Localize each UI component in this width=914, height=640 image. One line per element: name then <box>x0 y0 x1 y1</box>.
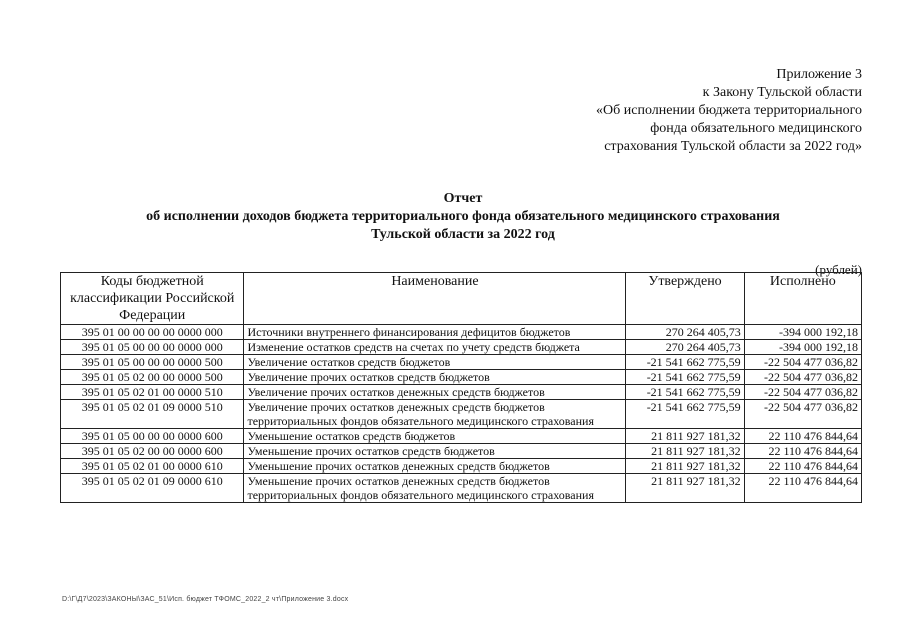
table-row <box>61 400 862 429</box>
appendix-line: Приложение 3 <box>776 67 862 82</box>
report-table <box>60 272 862 503</box>
cell-approved: 21 811 927 181,32 <box>626 474 744 503</box>
cell-code: 395 01 05 00 00 00 0000 600 <box>61 429 244 444</box>
cell-code: 395 01 00 00 00 00 0000 000 <box>61 325 244 340</box>
cell-executed: -22 504 477 036,82 <box>744 355 861 370</box>
cell-name: Увеличение остатков средств бюджетов <box>244 355 626 370</box>
cell-executed: -394 000 192,18 <box>744 325 861 340</box>
table-row <box>61 444 862 459</box>
cell-name: Уменьшение прочих остатков денежных средств бюджетов территориальных фондов обязательного медицинского страхования <box>244 474 626 503</box>
header-approved: Утверждено <box>626 273 744 325</box>
cell-executed: 22 110 476 844,64 <box>744 444 861 459</box>
appendix-header <box>596 66 862 156</box>
cell-name: Уменьшение прочих остатков денежных средств бюджетов <box>244 459 626 474</box>
table-row <box>61 459 862 474</box>
cell-approved: 21 811 927 181,32 <box>626 429 744 444</box>
cell-executed: -22 504 477 036,82 <box>744 400 861 429</box>
cell-code: 395 01 05 02 01 09 0000 610 <box>61 474 244 503</box>
cell-name: Уменьшение прочих остатков средств бюджетов <box>244 444 626 459</box>
table-header-row <box>61 273 862 325</box>
table-row <box>61 340 862 355</box>
table-row <box>61 325 862 340</box>
cell-approved: -21 541 662 775,59 <box>626 370 744 385</box>
appendix-line: фонда обязательного медицинского <box>650 121 862 136</box>
cell-executed: 22 110 476 844,64 <box>744 429 861 444</box>
table-row <box>61 370 862 385</box>
header-code: Коды бюджетной классификации Российской Федерации <box>61 273 244 325</box>
cell-name: Увеличение прочих остатков средств бюджетов <box>244 370 626 385</box>
cell-approved: 270 264 405,73 <box>626 325 744 340</box>
appendix-line: «Об исполнении бюджета территориального <box>596 103 862 118</box>
cell-approved: -21 541 662 775,59 <box>626 355 744 370</box>
cell-code: 395 01 05 02 00 00 0000 600 <box>61 444 244 459</box>
cell-executed: -22 504 477 036,82 <box>744 370 861 385</box>
cell-approved: 21 811 927 181,32 <box>626 459 744 474</box>
table-row <box>61 385 862 400</box>
appendix-line: страхования Тульской области за 2022 год» <box>604 139 862 154</box>
cell-code: 395 01 05 02 01 09 0000 510 <box>61 400 244 429</box>
table-row <box>61 429 862 444</box>
title-line-2: об исполнении доходов бюджета территориального фонда обязательного медицинского страхования <box>146 209 780 224</box>
header-executed: Исполнено <box>744 273 861 325</box>
cell-executed: 22 110 476 844,64 <box>744 474 861 503</box>
cell-code: 395 01 05 02 01 00 0000 510 <box>61 385 244 400</box>
title-line-3: Тульской области за 2022 год <box>371 227 555 242</box>
table-row <box>61 355 862 370</box>
cell-code: 395 01 05 00 00 00 0000 500 <box>61 355 244 370</box>
document-title <box>60 190 866 244</box>
cell-name: Увеличение прочих остатков денежных средств бюджетов территориальных фондов обязательного медицинского страхования <box>244 400 626 429</box>
title-line-1: Отчет <box>443 191 483 206</box>
cell-approved: -21 541 662 775,59 <box>626 400 744 429</box>
cell-executed: -22 504 477 036,82 <box>744 385 861 400</box>
cell-code: 395 01 05 02 00 00 0000 500 <box>61 370 244 385</box>
cell-executed: 22 110 476 844,64 <box>744 459 861 474</box>
cell-name: Изменение остатков средств на счетах по учету средств бюджета <box>244 340 626 355</box>
cell-executed: -394 000 192,18 <box>744 340 861 355</box>
units-label: (рублей) <box>815 262 862 277</box>
table-row <box>61 474 862 503</box>
cell-code: 395 01 05 00 00 00 0000 000 <box>61 340 244 355</box>
cell-approved: 270 264 405,73 <box>626 340 744 355</box>
header-name: Наименование <box>244 273 626 325</box>
appendix-line: к Закону Тульской области <box>702 85 862 100</box>
cell-approved: 21 811 927 181,32 <box>626 444 744 459</box>
cell-name: Увеличение прочих остатков денежных средств бюджетов <box>244 385 626 400</box>
cell-approved: -21 541 662 775,59 <box>626 385 744 400</box>
cell-name: Источники внутреннего финансирования дефицитов бюджетов <box>244 325 626 340</box>
file-path-footer: D:\Г\Д7\2023\ЗАКОНЫ\ЗАС_51\Исп. бюджет ТФОМС_2022_2 чт\Приложение 3.docx <box>62 596 349 603</box>
cell-name: Уменьшение остатков средств бюджетов <box>244 429 626 444</box>
cell-code: 395 01 05 02 01 00 0000 610 <box>61 459 244 474</box>
